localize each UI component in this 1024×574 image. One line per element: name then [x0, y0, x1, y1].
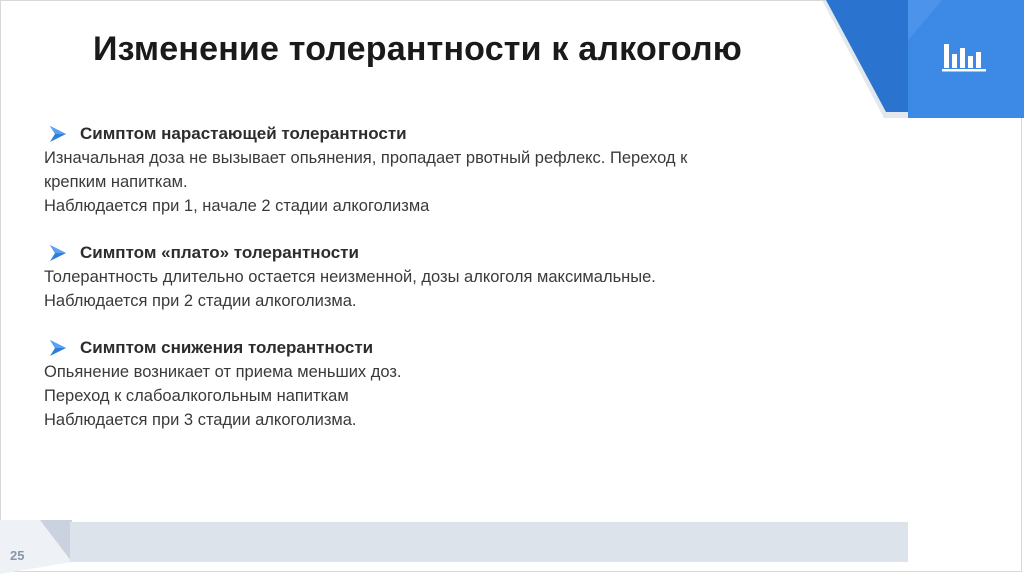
- footer-bar: [70, 522, 908, 562]
- section-decreasing-tolerance: [44, 336, 864, 432]
- section-increasing-tolerance: [44, 122, 864, 218]
- arrowhead-bullet-icon: [48, 124, 68, 144]
- section-text-line: Наблюдается при 2 стадии алкоголизма.: [44, 292, 357, 310]
- section-text-line: Переход к слабоалкогольным напиткам: [44, 387, 349, 405]
- section-heading-row: [44, 241, 864, 265]
- section-text-line: Опьянение возникает от приема меньших доз.: [44, 363, 402, 381]
- section-text-line: Толерантность длительно остается неизменной, дозы алкоголя максимальные.: [44, 268, 656, 286]
- section-text-line: Наблюдается при 1, начале 2 стадии алкоголизма: [44, 197, 430, 215]
- section-heading: Симптом снижения толерантности: [80, 338, 374, 357]
- section-text-line: крепким напиткам.: [44, 173, 188, 191]
- section-plateau-tolerance: [44, 241, 864, 313]
- content-list: [44, 122, 864, 455]
- arrowhead-bullet-icon: [48, 338, 68, 358]
- page-number: 25: [10, 548, 25, 563]
- section-heading-row: [44, 122, 864, 146]
- section-heading: Симптом нарастающей толерантности: [80, 124, 407, 143]
- section-text-line: Изначальная доза не вызывает опьянения, пропадает рвотный рефлекс. Переход к: [44, 149, 688, 167]
- corner-decoration: [822, 0, 1024, 120]
- footer-corner-decoration: [0, 520, 72, 574]
- arrowhead-bullet-icon: [48, 243, 68, 263]
- section-heading-row: [44, 336, 864, 360]
- bar-chart-icon: [940, 40, 990, 74]
- section-heading: Симптом «плато» толерантности: [80, 243, 359, 262]
- page-title: Изменение толерантности к алкоголю: [93, 30, 742, 68]
- section-text-line: Наблюдается при 3 стадии алкоголизма.: [44, 411, 357, 429]
